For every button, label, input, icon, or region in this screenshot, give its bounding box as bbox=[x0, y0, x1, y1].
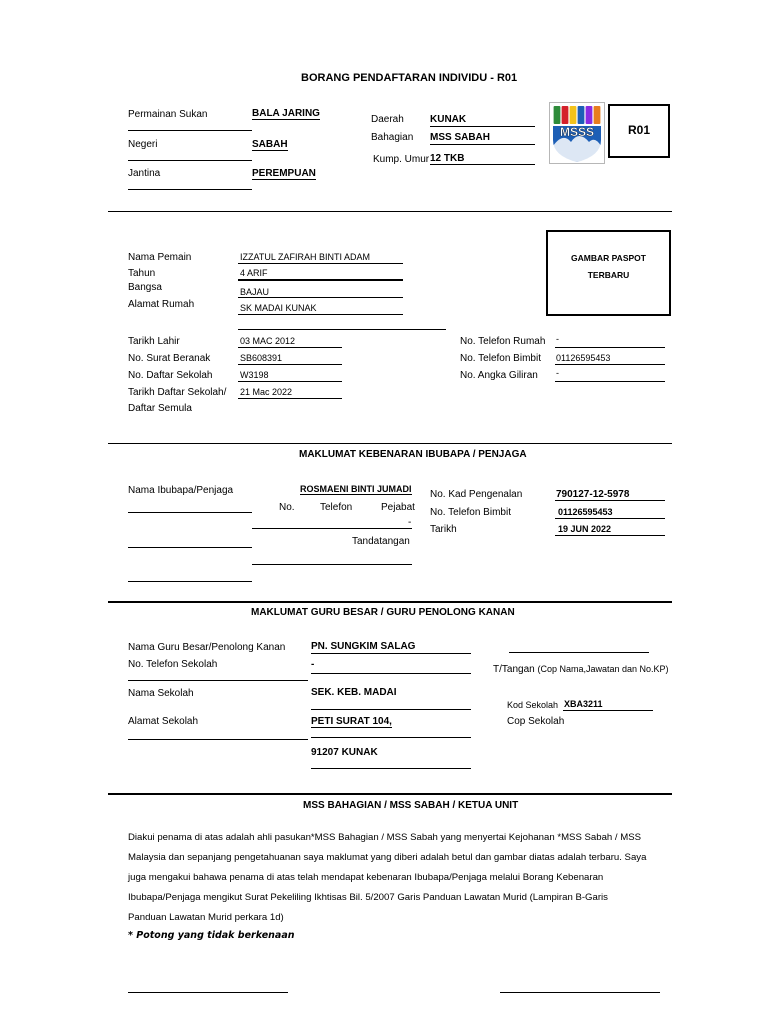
birth-cert-label: No. Surat Beranak bbox=[128, 353, 211, 364]
player-name-line bbox=[238, 263, 403, 264]
district-value: KUNAK bbox=[430, 114, 467, 125]
division-label: Bahagian bbox=[371, 132, 414, 143]
reg-date-label-1: Tarikh Daftar Sekolah/ bbox=[128, 387, 227, 398]
player-name-value: IZZATUL ZAFIRAH BINTI ADAM bbox=[240, 252, 371, 262]
parent-name-label: Nama Ibubapa/Penjaga bbox=[128, 485, 234, 496]
player-name-label: Nama Pemain bbox=[128, 252, 192, 263]
declaration-line-4: Ibubapa/Penjaga mengikut Surat Pekeliling Ikhtisas Bil. 5/2007 Garis Panduan Lawatan Murid (Lampiran B-Garis bbox=[128, 892, 608, 903]
hm-name-line bbox=[311, 653, 471, 654]
mobile-value: 01126595453 bbox=[556, 353, 611, 363]
hm-phone-label: No. Telefon Sekolah bbox=[128, 659, 218, 670]
race-label: Bangsa bbox=[128, 282, 162, 293]
signature-line-right bbox=[500, 992, 660, 993]
hm-sign-line bbox=[509, 652, 649, 653]
msss-logo bbox=[549, 102, 605, 164]
school-name-line bbox=[311, 709, 471, 710]
ic-line bbox=[555, 500, 665, 501]
dob-label: Tarikh Lahir bbox=[128, 336, 180, 347]
declaration-line-2: Malaysia dan sepanjang pengetahuanan saya maklumat yang diberi adalah betul dan gambar diatas adalah terbaru. Saya bbox=[128, 852, 647, 863]
ic-value: 790127-12-5978 bbox=[556, 489, 630, 500]
school-address-line1: PETI SURAT 104, bbox=[311, 716, 392, 727]
gender-label: Jantina bbox=[128, 168, 161, 179]
logo-stripe bbox=[586, 106, 593, 124]
school-reg-line bbox=[238, 381, 342, 382]
division-value: MSS SABAH bbox=[430, 132, 491, 143]
school-name-label: Nama Sekolah bbox=[128, 688, 194, 699]
signature-line-left bbox=[128, 992, 288, 993]
parent-name-value: ROSMAENI BINTI JUMADI bbox=[300, 484, 412, 494]
school-address-line bbox=[311, 737, 471, 738]
hm-phone-value: - bbox=[311, 659, 315, 670]
parent-phone-line bbox=[252, 528, 412, 529]
parent-section-title: MAKLUMAT KEBENARAN IBUBAPA / PENJAGA bbox=[299, 449, 527, 460]
photo-line1: GAMBAR PASPOT bbox=[571, 253, 646, 263]
divider-mss bbox=[108, 793, 672, 795]
address-value: SK MADAI KUNAK bbox=[240, 303, 317, 313]
ic-label: No. Kad Pengenalan bbox=[430, 489, 523, 500]
mobile-label: No. Telefon Bimbit bbox=[460, 353, 541, 364]
parent-name-line-left bbox=[128, 512, 252, 513]
form-code: R01 bbox=[627, 123, 650, 137]
school-code-value: XBA3211 bbox=[564, 699, 603, 709]
logo-stripe bbox=[562, 106, 569, 124]
year-value: 4 ARIF bbox=[240, 268, 268, 278]
signature-label: Tandatangan bbox=[352, 536, 410, 547]
age-group-value: 12 TKB bbox=[430, 153, 465, 164]
date-line bbox=[555, 535, 665, 536]
logo-stripe bbox=[578, 106, 585, 124]
district-label: Daerah bbox=[371, 114, 404, 125]
reg-date-value: 21 Mac 2022 bbox=[240, 387, 293, 397]
hm-sign-label bbox=[493, 664, 669, 675]
hm-name-value: PN. SUNGKIM SALAG bbox=[311, 641, 416, 652]
dob-value: 03 MAC 2012 bbox=[240, 336, 296, 346]
address-label: Alamat Rumah bbox=[128, 299, 195, 310]
declaration-line-3: juga mengakui bahawa penama di atas telah mendapat kebenaran Ibubapa/Penjaga melalui Borang Kebenaran bbox=[128, 872, 604, 883]
turn-no-label: No. Angka Giliran bbox=[460, 370, 538, 381]
home-phone-value: - bbox=[556, 334, 559, 344]
footnote: * Potong yang tidak berkenaan bbox=[128, 930, 295, 941]
hm-phone-line-left bbox=[128, 680, 308, 681]
school-name-value: SEK. KEB. MADAI bbox=[311, 687, 397, 698]
sign-label-text: T/Tangan bbox=[493, 664, 535, 675]
photo-box bbox=[546, 230, 671, 316]
logo-stripe bbox=[570, 106, 577, 124]
date-value: 19 JUN 2022 bbox=[558, 524, 612, 534]
school-reg-label: No. Daftar Sekolah bbox=[128, 370, 213, 381]
gender-value: PEREMPUAN bbox=[252, 168, 316, 179]
parent-line-left-3 bbox=[128, 581, 252, 582]
headmaster-section-title: MAKLUMAT GURU BESAR / GURU PENOLONG KANAN bbox=[251, 607, 515, 618]
age-group-line bbox=[430, 164, 535, 165]
logo-stripe bbox=[554, 106, 561, 124]
hm-phone-line bbox=[311, 673, 471, 674]
race-line bbox=[238, 297, 403, 298]
parent-phone-label-3: Pejabat bbox=[381, 502, 415, 513]
turn-no-value: - bbox=[556, 368, 559, 378]
mss-section-title: MSS BAHAGIAN / MSS SABAH / KETUA UNIT bbox=[303, 800, 519, 811]
parent-line-left-2 bbox=[128, 547, 252, 548]
state-label: Negeri bbox=[128, 139, 158, 150]
state-line bbox=[128, 160, 252, 161]
home-phone-label: No. Telefon Rumah bbox=[460, 336, 546, 347]
gender-line bbox=[128, 189, 252, 190]
state-value: SABAH bbox=[252, 139, 288, 150]
parent-mobile-line bbox=[555, 518, 665, 519]
birth-cert-value: SB608391 bbox=[240, 353, 283, 363]
division-line bbox=[430, 144, 535, 145]
stamp-label: Cop Sekolah bbox=[507, 716, 565, 727]
school-address-line2: 91207 KUNAK bbox=[311, 747, 378, 758]
photo-line2: TERBARU bbox=[587, 270, 630, 280]
declaration-line-1: Diakui penama di atas adalah ahli pasukan*MSS Bahagian / MSS Sabah yang menyertai Kejohanan *MSS Sabah / MSS bbox=[128, 832, 642, 843]
sport-line bbox=[128, 130, 252, 131]
mobile-line bbox=[555, 364, 665, 365]
year-line bbox=[238, 279, 403, 281]
address-line-2 bbox=[238, 329, 446, 330]
year-label: Tahun bbox=[128, 268, 156, 279]
school-code-label: Kod Sekolah bbox=[507, 700, 559, 710]
district-line bbox=[430, 126, 535, 127]
sport-label: Permainan Sukan bbox=[128, 109, 208, 120]
school-address-label: Alamat Sekolah bbox=[128, 716, 199, 727]
parent-phone-label-1: No. bbox=[279, 502, 295, 513]
school-address-line-left bbox=[128, 739, 308, 740]
signature-line bbox=[252, 564, 412, 565]
race-value: BAJAU bbox=[240, 287, 270, 297]
school-reg-value: W3198 bbox=[240, 370, 269, 380]
dob-line bbox=[238, 347, 342, 348]
home-phone-line bbox=[555, 347, 665, 348]
birth-cert-line bbox=[238, 364, 342, 365]
school-address-line-2 bbox=[311, 768, 471, 769]
school-code-line bbox=[563, 710, 653, 711]
age-group-label: Kump. Umur bbox=[373, 154, 430, 165]
reg-date-label-2: Daftar Semula bbox=[128, 403, 192, 414]
form-code-box bbox=[608, 104, 670, 158]
logo-stripe bbox=[594, 106, 601, 124]
divider-headmaster bbox=[108, 601, 672, 603]
declaration-line-5: Panduan Lawatan Murid perkara 1d) bbox=[128, 912, 284, 923]
logo-text: MSSS bbox=[559, 125, 595, 139]
turn-no-line bbox=[555, 381, 665, 382]
parent-phone-dash: - bbox=[408, 517, 412, 528]
sport-value: BALA JARING bbox=[252, 108, 320, 119]
parent-mobile-value: 01126595453 bbox=[558, 507, 613, 517]
parent-phone-label-2: Telefon bbox=[320, 502, 353, 513]
address-line bbox=[238, 314, 403, 315]
hm-name-label: Nama Guru Besar/Penolong Kanan bbox=[128, 642, 286, 653]
form-title: BORANG PENDAFTARAN INDIVIDU - R01 bbox=[301, 72, 518, 84]
date-label: Tarikh bbox=[430, 524, 457, 535]
sign-note-text: (Cop Nama,Jawatan dan No.KP) bbox=[537, 664, 669, 674]
divider-top bbox=[108, 211, 672, 212]
divider-parent bbox=[108, 443, 672, 444]
parent-mobile-label: No. Telefon Bimbit bbox=[430, 507, 511, 518]
reg-date-line bbox=[238, 398, 342, 399]
